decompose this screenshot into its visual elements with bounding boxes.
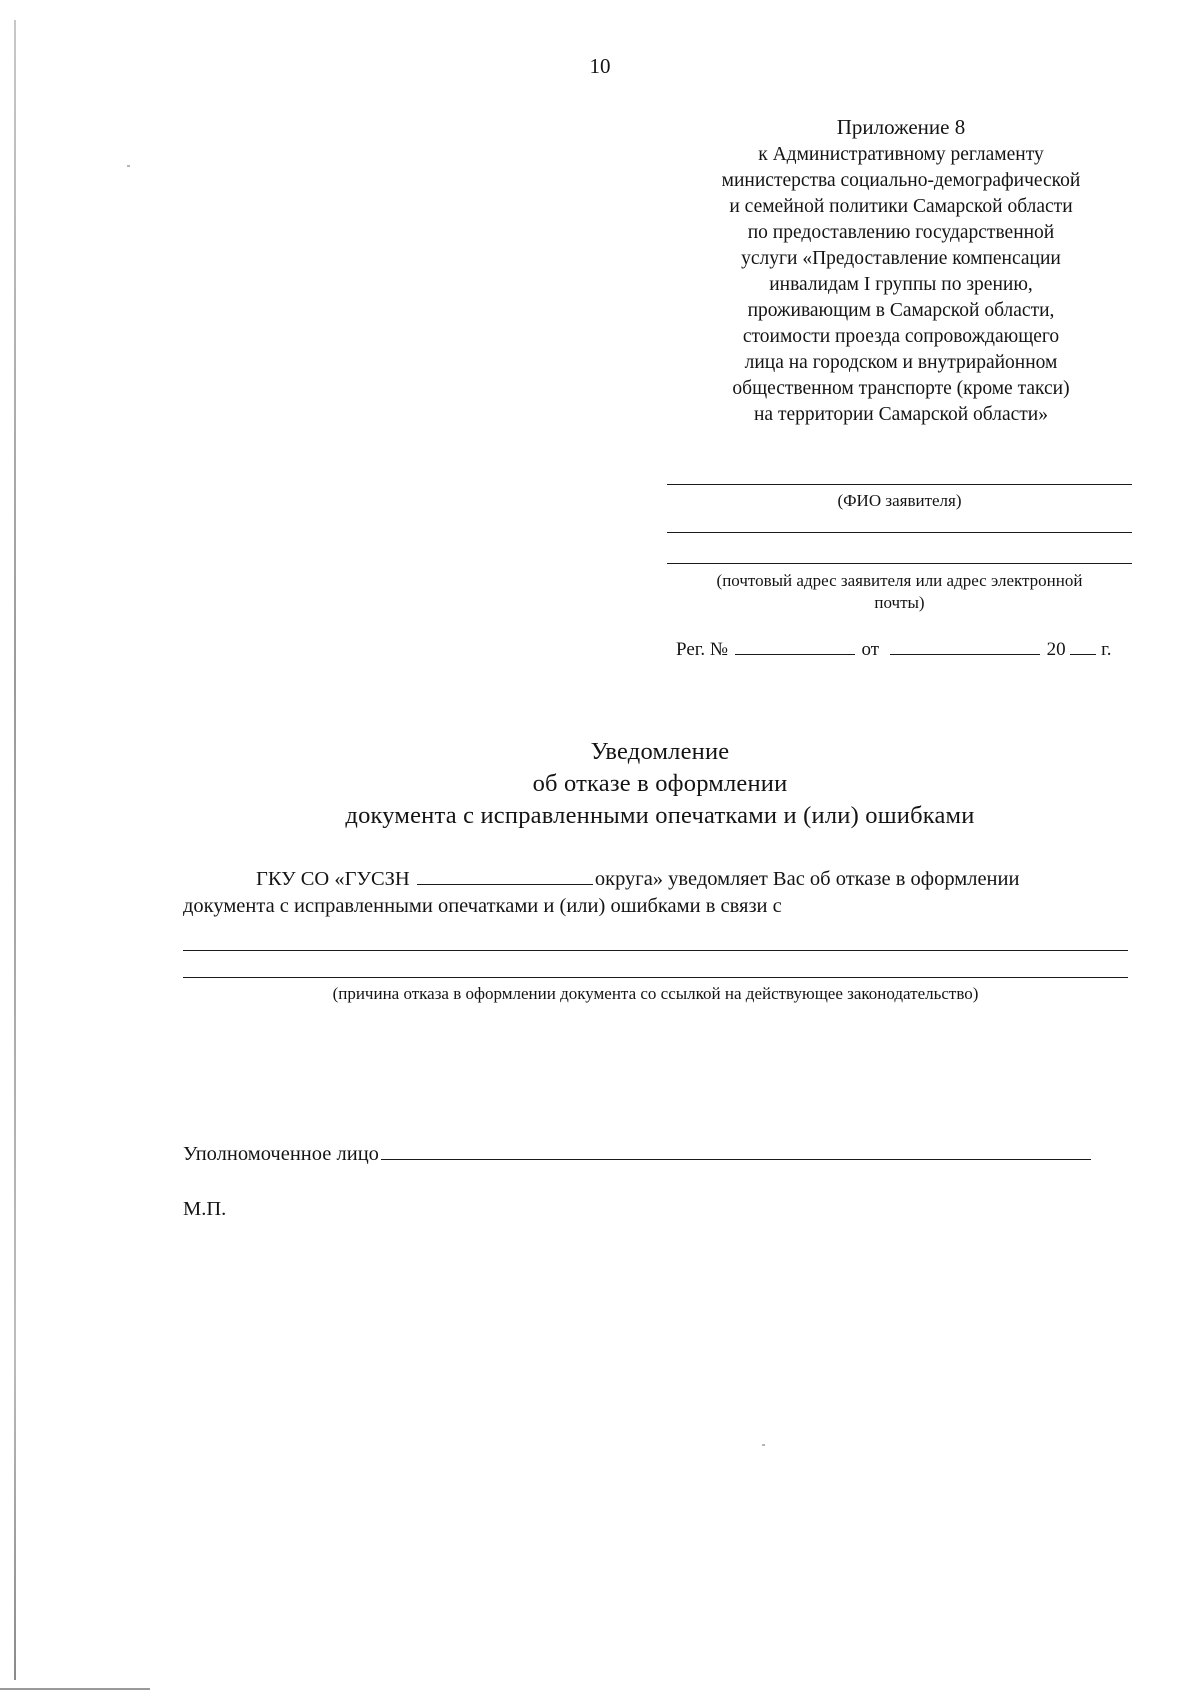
- signature-label: Уполномоченное лицо: [183, 1143, 379, 1165]
- body-prefix: ГКУ СО «ГУСЗН: [256, 868, 410, 890]
- address-caption-line2: почты): [874, 593, 925, 612]
- applicant-address-field-line2[interactable]: [667, 563, 1132, 564]
- applicant-address-caption: [667, 570, 1132, 614]
- notice-body: [183, 866, 1141, 920]
- reg-year-prefix: 20: [1046, 639, 1066, 660]
- appendix-block: [666, 114, 1136, 428]
- body-suffix: округа» уведомляет Вас об отказе в оформлении: [594, 868, 1020, 890]
- reg-number-field[interactable]: [735, 636, 855, 655]
- reg-number-label: Рег. №: [676, 639, 729, 660]
- notice-body-line1: [183, 866, 1141, 893]
- appendix-line: на территории Самарской области»: [754, 404, 1048, 425]
- appendix-line: услуги «Предоставление компенсации: [741, 248, 1061, 269]
- notice-title-line3: документа с исправленными опечатками и (или) ошибками: [345, 802, 975, 829]
- scan-edge-left: [14, 20, 16, 1680]
- appendix-title: Приложение 8: [836, 115, 966, 139]
- reason-field-line2[interactable]: [183, 977, 1128, 978]
- reg-year-field[interactable]: [1070, 636, 1096, 655]
- reason-caption: (причина отказа в оформлении документа со ссылкой на действующее законодательство): [332, 984, 979, 1003]
- reg-year-suffix: г.: [1101, 639, 1112, 660]
- address-caption-line1: (почтовый адрес заявителя или адрес электронной: [716, 571, 1083, 590]
- signature-line: [183, 1140, 1133, 1166]
- reason-field-line1[interactable]: [183, 950, 1128, 951]
- reg-date-field[interactable]: [890, 636, 1040, 655]
- applicant-name-field[interactable]: [667, 484, 1132, 485]
- notice-body-line2: документа с исправленными опечатками и (или) ошибками в связи с: [183, 895, 782, 917]
- appendix-line: по предоставлению государственной: [747, 222, 1055, 243]
- applicant-address-field-line1[interactable]: [667, 532, 1132, 533]
- appendix-line: лица на городском и внутрирайонном: [744, 352, 1058, 373]
- stamp-mark: М.П.: [183, 1198, 227, 1220]
- notice-title-line2: об отказе в оформлении: [532, 770, 788, 797]
- appendix-line: стоимости проезда сопровождающего: [742, 326, 1060, 347]
- page-number: 10: [589, 54, 611, 78]
- notice-title: [300, 736, 1020, 832]
- appendix-line: министерства социально-демографической: [721, 170, 1081, 191]
- signature-field[interactable]: [381, 1140, 1091, 1160]
- appendix-line: инвалидам I группы по зрению,: [769, 274, 1033, 295]
- scan-speck: [762, 1444, 765, 1446]
- scan-speck: [127, 165, 130, 167]
- registration-line: [676, 636, 1131, 661]
- appendix-line: общественном транспорте (кроме такси): [732, 378, 1070, 399]
- district-field[interactable]: [417, 866, 593, 885]
- appendix-line: к Административному регламенту: [758, 144, 1044, 165]
- reg-date-label: от: [861, 639, 880, 660]
- appendix-line: и семейной политики Самарской области: [729, 196, 1073, 217]
- applicant-name-caption: (ФИО заявителя): [837, 491, 962, 510]
- appendix-line: проживающим в Самарской области,: [747, 300, 1055, 321]
- notice-title-line1: Уведомление: [590, 738, 730, 765]
- scan-edge-bottom: [0, 1688, 150, 1690]
